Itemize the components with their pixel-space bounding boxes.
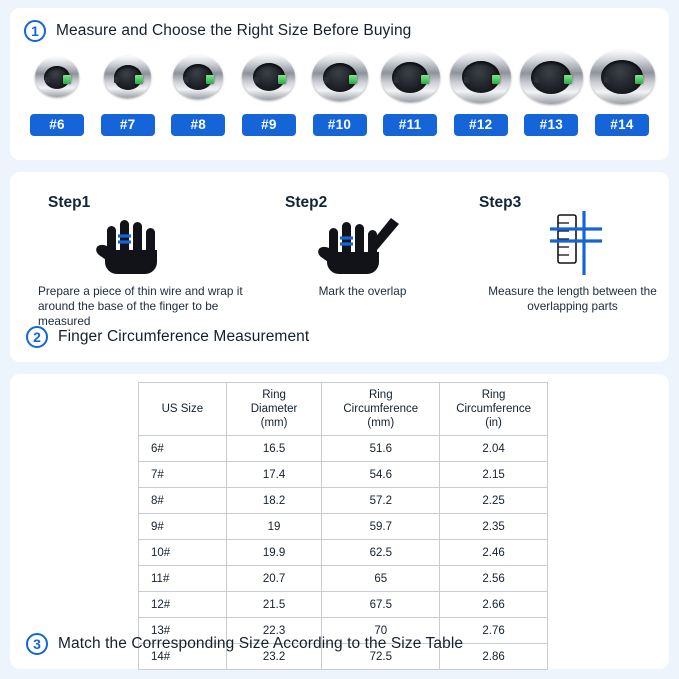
cell-circumference-mm: 51.6 [322,436,440,462]
step-3 [465,194,679,314]
size-table-card [10,374,669,669]
section-2-title: Finger Circumference Measurement [58,328,310,345]
table-header-us-size: US Size [139,383,227,436]
ruler-measure-icon [528,211,618,283]
ring-sizes-card [10,8,669,160]
cell-us-size: 10# [139,540,227,566]
step-1-caption: Prepare a piece of thin wire and wrap it around the base of the finger to be measured [38,284,243,328]
ring-size-row [24,50,655,136]
section-3-header [26,633,463,655]
ring-image [173,50,223,104]
cell-diameter-mm: 22.3 [226,618,322,644]
table-header-row [139,383,548,436]
cell-circumference-in: 2.86 [440,644,548,670]
cell-us-size: 11# [139,566,227,592]
cell-circumference-in: 2.56 [440,566,548,592]
ring-size-item[interactable] [307,50,373,136]
step-1-illustration [32,216,247,278]
cell-circumference-in: 2.15 [440,462,548,488]
ring-size-item[interactable] [236,50,302,136]
cell-circumference-mm: 59.7 [322,514,440,540]
cell-diameter-mm: 19.9 [226,540,322,566]
table-row [139,566,548,592]
size-badge: #12 [454,114,508,136]
size-badge: #10 [313,114,367,136]
hand-with-pencil-icon [303,214,423,280]
cell-diameter-mm: 16.5 [226,436,322,462]
cell-circumference-in: 2.76 [440,618,548,644]
steps-row [10,172,669,328]
cell-circumference-in: 2.46 [440,540,548,566]
cell-us-size: 9# [139,514,227,540]
size-badge: #13 [524,114,578,136]
ring-size-item[interactable] [165,50,231,136]
size-badge: #9 [242,114,296,136]
ring-size-item[interactable] [95,50,161,136]
section-1-title: Measure and Choose the Right Size Before Buying [56,22,412,39]
ring-image [312,50,368,104]
cell-circumference-mm: 57.2 [322,488,440,514]
cell-circumference-mm: 70 [322,618,440,644]
cell-us-size: 14# [139,644,227,670]
cell-us-size: 6# [139,436,227,462]
cell-us-size: 8# [139,488,227,514]
step-2-illustration [255,216,470,278]
ring-image [242,50,295,104]
step-1-title: Step1 [48,194,91,211]
cell-us-size: 12# [139,592,227,618]
table-row [139,514,548,540]
ring-image [35,50,79,104]
ring-image [450,50,511,104]
cell-circumference-in: 2.04 [440,436,548,462]
section-1-header [24,20,655,42]
size-badge: #6 [30,114,84,136]
table-row [139,462,548,488]
step-3-title: Step3 [479,194,522,211]
size-badge: #8 [171,114,225,136]
table-header-ring-circumference-in: Ring Circumference (in) [440,383,548,436]
cell-us-size: 13# [139,618,227,644]
cell-diameter-mm: 18.2 [226,488,322,514]
cell-circumference-mm: 72.5 [322,644,440,670]
section-3-title: Match the Corresponding Size According to the Size Table [58,635,464,652]
hand-with-wire-icon [85,216,195,278]
cell-circumference-mm: 62.5 [322,540,440,566]
ring-size-item[interactable] [24,50,90,136]
section-1-number: 1 [24,20,46,42]
cell-diameter-mm: 19 [226,514,322,540]
size-badge: #7 [101,114,155,136]
cell-diameter-mm: 20.7 [226,566,322,592]
size-badge: #11 [383,114,437,136]
step-2-title: Step2 [285,194,328,211]
ring-image [520,50,583,104]
cell-circumference-mm: 65 [322,566,440,592]
cell-circumference-in: 2.66 [440,592,548,618]
step-3-caption: Measure the length between the overlapping parts [488,284,657,313]
table-row [139,592,548,618]
step-2 [255,194,470,299]
ring-size-item[interactable] [448,50,514,136]
cell-us-size: 7# [139,462,227,488]
table-header-ring-diameter: Ring Diameter (mm) [226,383,322,436]
table-row [139,540,548,566]
section-2-number: 2 [26,326,48,348]
cell-circumference-mm: 54.6 [322,462,440,488]
cell-diameter-mm: 21.5 [226,592,322,618]
ring-size-item[interactable] [518,50,584,136]
step-2-caption: Mark the overlap [318,284,407,298]
ring-image [104,50,151,104]
ring-size-item[interactable] [589,50,655,136]
cell-diameter-mm: 17.4 [226,462,322,488]
table-header-ring-circumference-mm: Ring Circumference (mm) [322,383,440,436]
size-badge: #14 [595,114,649,136]
step-3-illustration [465,216,679,278]
size-table [138,382,548,670]
ring-image [381,50,440,104]
measurement-steps-card [10,172,669,362]
section-2-header [26,326,309,348]
cell-circumference-in: 2.35 [440,514,548,540]
section-3-number: 3 [26,633,48,655]
cell-circumference-in: 2.25 [440,488,548,514]
table-row [139,436,548,462]
table-row [139,488,548,514]
ring-image [590,50,655,104]
ring-size-item[interactable] [377,50,443,136]
step-1 [32,194,247,329]
cell-circumference-mm: 67.5 [322,592,440,618]
cell-diameter-mm: 23.2 [226,644,322,670]
